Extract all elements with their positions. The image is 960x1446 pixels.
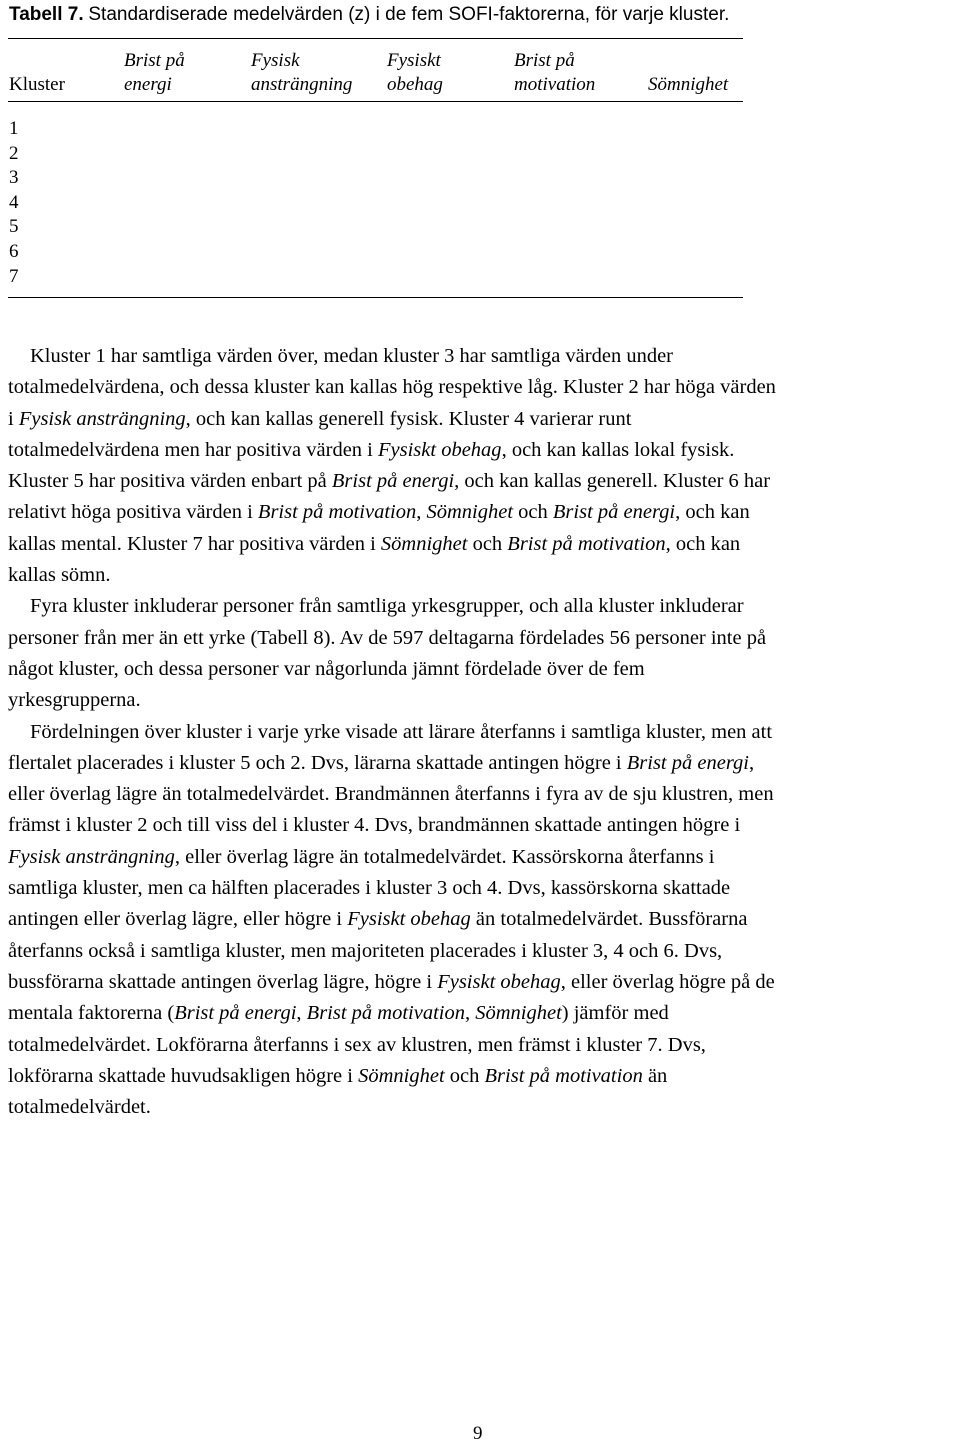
- text-run: återfanns också i samtliga kluster, men majoriteten placerades i kluster 3, 4 och 6. Dvs,: [8, 939, 723, 962]
- header-col4-line1: Brist på: [514, 50, 575, 71]
- body-line: [8, 404, 952, 435]
- italic-term: Fysisk ansträngning: [18, 407, 186, 430]
- table-bottom-rule: [8, 297, 743, 298]
- text-run: och: [467, 532, 508, 555]
- cluster-id-cell: 4: [9, 191, 19, 213]
- body-line: [8, 529, 952, 560]
- text-run: ,: [464, 1002, 476, 1025]
- body-line: [8, 560, 952, 591]
- body-line: [8, 341, 952, 372]
- body-line: [8, 435, 952, 466]
- text-run: , eller överlag högre på de: [560, 970, 775, 993]
- cluster-id-cell: 6: [9, 241, 19, 262]
- italic-term: Brist på motivation: [484, 1064, 643, 1087]
- cluster-id-cell: 5: [9, 216, 19, 238]
- text-run: Kluster 5 har positiva värden enbart på: [8, 470, 332, 493]
- header-col2-line2: ansträngning: [251, 74, 353, 95]
- text-run: totalmedelvärdet.: [8, 1096, 151, 1119]
- body-line: [8, 623, 952, 654]
- body-line: [8, 998, 952, 1029]
- text-run: än: [642, 1064, 668, 1087]
- caption-text: Standardiserade medelvärden (z) i de fem SOFI-faktorerna, för varje kluster.: [88, 4, 730, 25]
- caption-label: Tabell 7.: [9, 4, 84, 25]
- body-line: [8, 685, 952, 716]
- body-line: [8, 497, 952, 528]
- italic-term: Sömnighet: [358, 1064, 445, 1087]
- header-col2-line1: Fysisk: [251, 50, 300, 71]
- header-col1-line1: Brist på: [124, 50, 185, 71]
- body-line: [8, 810, 952, 841]
- text-run: , eller överlag lägre än totalmedelvärdet. Kassörskorna återfanns i: [174, 845, 715, 868]
- text-run: främst i kluster 2 och till viss del i kluster 4. Dvs, brandmännen skattade antingen högre i: [8, 814, 741, 837]
- body-line: [8, 591, 952, 622]
- italic-term: Sömnighet: [380, 532, 468, 555]
- italic-term: Sömnighet: [475, 1002, 562, 1025]
- header-col3-line2: obehag: [387, 74, 443, 95]
- header-col1-line2: energi: [124, 74, 172, 95]
- body-line: [8, 466, 952, 497]
- text-run: i: [8, 407, 19, 430]
- italic-term: Fysiskt obehag: [437, 970, 561, 993]
- italic-term: Brist på energi: [174, 1002, 297, 1025]
- body-line: [8, 748, 952, 779]
- header-cluster: Kluster: [9, 74, 65, 95]
- text-run: antingen eller överlag lägre, eller högre i: [8, 908, 348, 931]
- text-run: , och kan: [675, 501, 750, 524]
- italic-term: Fysiskt obehag: [378, 438, 502, 461]
- text-run: mentala faktorerna (: [8, 1002, 175, 1025]
- text-run: , och kan: [665, 532, 741, 555]
- header-col5: Sömnighet: [648, 74, 729, 95]
- cluster-id-cell: 3: [9, 167, 19, 189]
- body-line: [8, 717, 952, 748]
- text-run: relativt höga positiva värden i: [8, 501, 258, 524]
- italic-term: Brist på motivation: [257, 501, 417, 524]
- text-run: Fördelningen över kluster i varje yrke visade att lärare återfanns i samtliga kluster, men att: [30, 720, 773, 743]
- text-run: samtliga kluster, men ca hälften placerades i kluster 3 och 4. Dvs, kassörskorna skattade: [8, 877, 731, 900]
- table-header-rule: [8, 101, 743, 102]
- text-run: och: [513, 501, 553, 524]
- italic-term: Brist på motivation: [306, 1002, 465, 1025]
- italic-term: Sömnighet: [426, 501, 514, 524]
- text-run: totalmedelvärdena men har positiva värden i: [8, 438, 379, 461]
- body-line: [8, 1030, 952, 1061]
- text-run: , och kan kallas lokal fysisk.: [501, 438, 735, 461]
- italic-term: Fysisk ansträngning: [8, 845, 175, 868]
- italic-term: Brist på energi: [331, 470, 455, 493]
- body-line: [8, 904, 952, 935]
- text-run: ,: [748, 751, 755, 774]
- header-col4-line2: motivation: [514, 74, 596, 95]
- header-col3-line1: Fysiskt: [387, 50, 441, 71]
- text-run: eller överlag lägre än totalmedelvärdet. Brandmännen återfanns i fyra av de sju klustren, men: [8, 783, 774, 806]
- text-run: Kluster 1 har samtliga värden över, medan kluster 3 har samtliga värden under: [30, 345, 674, 367]
- text-run: ,: [416, 501, 427, 524]
- table-caption: [9, 4, 729, 26]
- text-run: totalmedelvärdet. Lokförarna återfanns i sex av klustren, men främst i kluster 7. Dvs,: [8, 1033, 706, 1056]
- text-run: något kluster, och dessa personer var någorlunda jämnt fördelade över de fem: [8, 657, 645, 680]
- body-line: [8, 654, 952, 685]
- body-line: [8, 967, 952, 998]
- text-run: ,: [296, 1002, 307, 1025]
- italic-term: Brist på energi: [626, 751, 749, 774]
- table-top-rule: [8, 38, 743, 39]
- cluster-id-cell: 2: [9, 142, 19, 164]
- text-run: personer från mer än ett yrke (Tabell 8). Av de 597 deltagarna fördelades 56 personer inte på: [8, 626, 767, 649]
- text-run: bussförarna skattade antingen överlag lägre, högre i: [8, 970, 438, 993]
- text-run: flertalet placerades i kluster 5 och 2. Dvs, lärarna skattade antingen högre i: [8, 751, 627, 774]
- page-number: 9: [473, 1423, 483, 1444]
- text-run: ) jämför med: [561, 1002, 669, 1025]
- text-run: totalmedelvärdena, och dessa kluster kan kallas hög respektive låg. Kluster 2 har höga värden: [8, 376, 776, 399]
- text-run: yrkesgrupperna.: [8, 689, 141, 712]
- text-run: , och kan kallas generell. Kluster 6 har: [454, 470, 771, 493]
- text-run: lokförarna skattade huvudsakligen högre i: [8, 1064, 359, 1087]
- text-run: och: [444, 1064, 485, 1087]
- body-line: [8, 372, 952, 403]
- body-line: [8, 779, 952, 810]
- body-line: [8, 1092, 952, 1123]
- text-run: kallas sömn.: [8, 564, 111, 587]
- italic-term: Brist på motivation: [507, 532, 666, 555]
- body-line: [8, 936, 952, 967]
- body-line: [8, 842, 952, 873]
- text-run: kallas mental. Kluster 7 har positiva värden i: [8, 532, 381, 555]
- text-run: Fyra kluster inkluderar personer från samtliga yrkesgrupper, och alla kluster inkluderar: [30, 595, 744, 618]
- body-line: [8, 873, 952, 904]
- text-run: än totalmedelvärdet. Bussförarna: [470, 908, 748, 931]
- italic-term: Brist på energi: [552, 501, 676, 524]
- italic-term: Fysiskt obehag: [347, 908, 471, 931]
- cluster-id-cell: 7: [9, 265, 19, 287]
- body-text: [8, 341, 952, 1123]
- text-run: , och kan kallas generell fysisk. Kluster 4 varierar runt: [185, 407, 632, 430]
- cluster-id-cell: 1: [9, 118, 19, 139]
- body-line: [8, 1061, 952, 1092]
